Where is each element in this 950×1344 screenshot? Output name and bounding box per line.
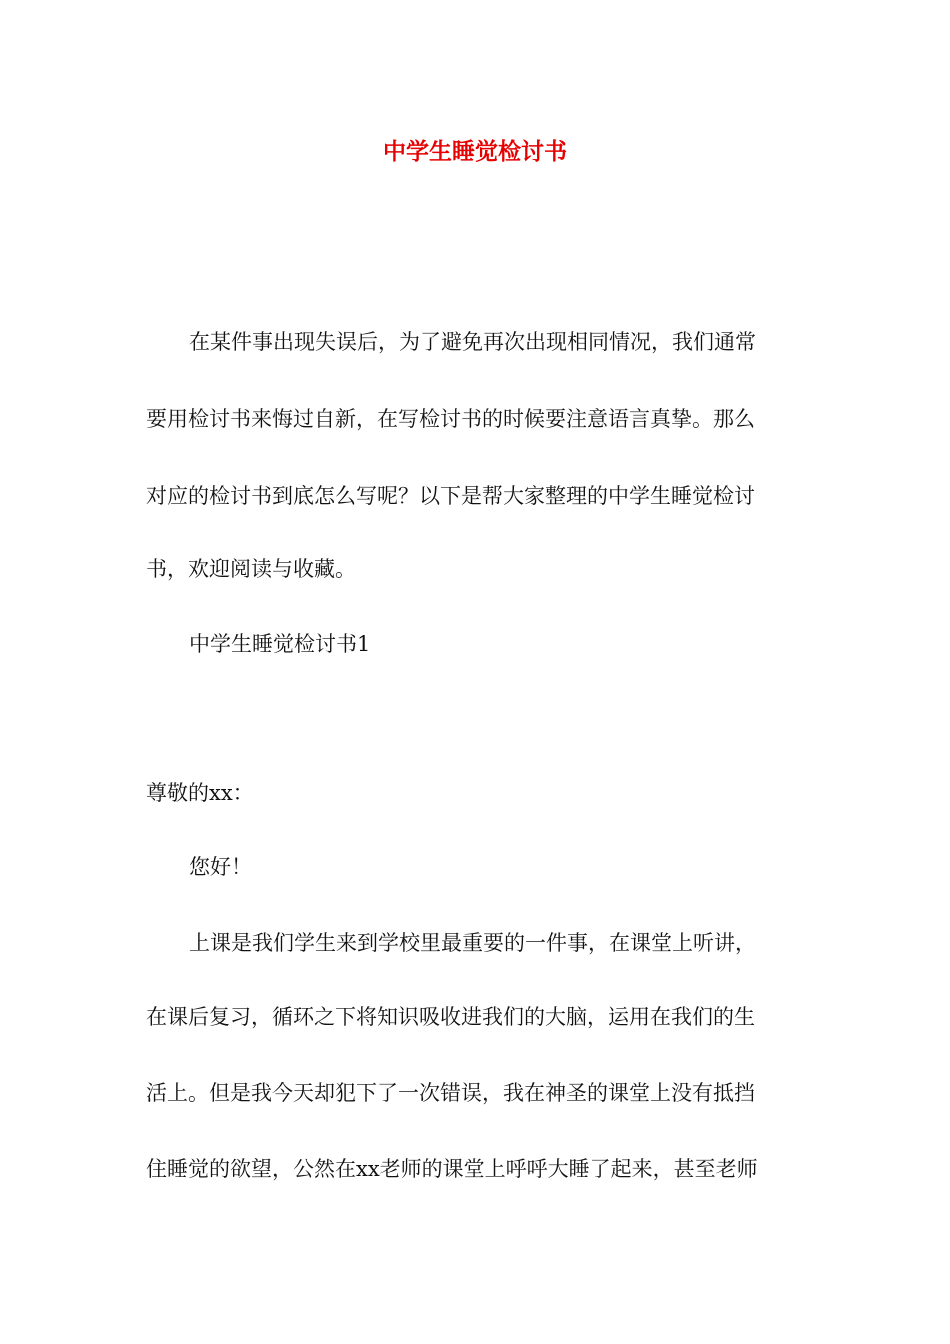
- paragraph1-line-3: 活上。但是我今天却犯下了一次错误，我在神圣的课堂上没有抵挡: [146, 1081, 755, 1105]
- intro-line-1: 在某件事出现失误后，为了避免再次出现相同情况，我们通常: [189, 330, 756, 354]
- salutation: 尊敬的xx：: [146, 781, 254, 805]
- paragraph1-line-1: 上课是我们学生来到学校里最重要的一件事，在课堂上听讲，: [189, 931, 756, 955]
- intro-line-3: 对应的检讨书到底怎么写呢？以下是帮大家整理的中学生睡觉检讨: [146, 484, 755, 508]
- greeting: 您好！: [189, 855, 252, 879]
- document-title: 中学生睡觉检讨书: [383, 138, 567, 165]
- intro-line-4: 书，欢迎阅读与收藏。: [146, 557, 356, 581]
- paragraph1-line-2: 在课后复习，循环之下将知识吸收进我们的大脑，运用在我们的生: [146, 1005, 755, 1029]
- paragraph1-line-4: 住睡觉的欲望，公然在xx老师的课堂上呼呼大睡了起来，甚至老师: [146, 1157, 758, 1181]
- section-heading: 中学生睡觉检讨书1: [189, 632, 371, 656]
- intro-line-2: 要用检讨书来悔过自新，在写检讨书的时候要注意语言真挚。那么: [146, 407, 755, 431]
